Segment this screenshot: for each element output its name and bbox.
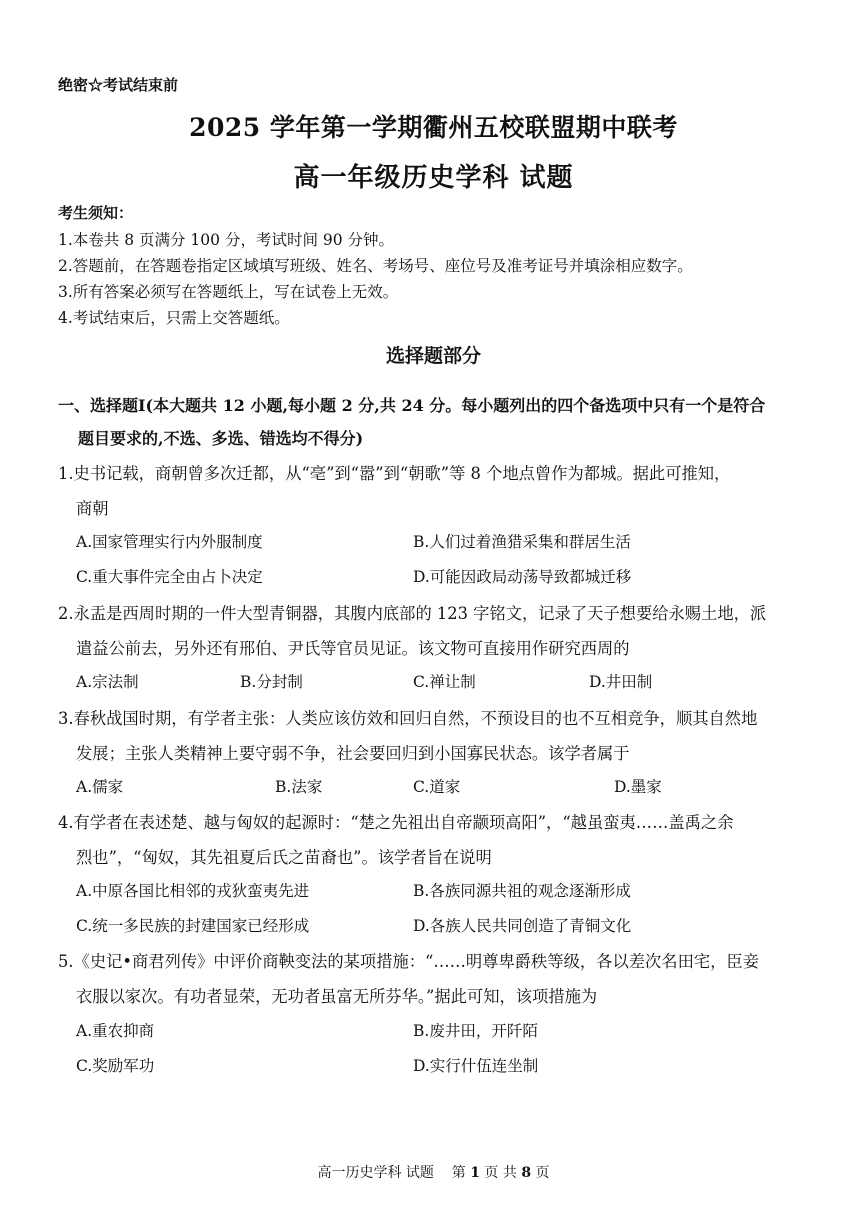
section-instructions-continued: 题目要求的,不选、多选、错选均不得分) — [78, 429, 364, 448]
question-3-option-a: A.儒家 — [76, 778, 124, 796]
question-2-option-d: D.井田制 — [589, 673, 653, 691]
question-3-text-continued: 发展；主张人类精神上要守弱不争，社会要回归到小国寡民状态。该学者属于 — [76, 744, 630, 763]
notice-heading: 考生须知： — [58, 204, 134, 222]
question-5-option-a: A.重农抑商 — [76, 1022, 155, 1040]
question-2-option-b: B.分封制 — [240, 673, 303, 691]
question-5-text: 5.《史记•商君列传》中评价商鞅变法的某项措施：“……明尊卑爵秩等级，各以差次名田宅，臣妾 — [58, 952, 759, 971]
question-3-option-b: B.法家 — [275, 778, 323, 796]
footer-page-total: 8 — [521, 1165, 532, 1181]
notice-item: 3.所有答案必须写在答题纸上，写在试卷上无效。 — [58, 283, 399, 301]
question-3-option-d: D.墨家 — [614, 778, 662, 796]
question-4-option-c: C.统一多民族的封建国家已经形成 — [76, 917, 310, 935]
question-5-text-continued: 衣服以家次。有功者显荣，无功者虽富无所芬华。”据此可知，该项措施为 — [76, 987, 598, 1006]
footer-page-suffix: 页 — [535, 1165, 550, 1181]
confidential-label: 绝密☆考试结束前 — [58, 76, 179, 94]
question-2-text-continued: 遣益公前去，另外还有邢伯、尹氏等官员见证。该文物可直接用作研究西周的 — [76, 639, 630, 658]
question-5-option-b: B.废井田，开阡陌 — [413, 1022, 538, 1040]
question-4-option-d: D.各族人民共同创造了青铜文化 — [413, 917, 632, 935]
footer-page-number: 1 — [470, 1165, 480, 1181]
part-title: 选择题部分 — [385, 345, 481, 367]
question-4-text: 4.有学者在表述楚、越与匈奴的起源时：“楚之先祖出自帝颛顼高阳”，“越虽蛮夷……盖禹之余 — [58, 813, 734, 832]
notice-item: 1.本卷共 8 页满分 100 分，考试时间 90 分钟。 — [58, 231, 395, 249]
question-1-option-c: C.重大事件完全由占卜决定 — [76, 568, 263, 586]
page-footer — [0, 1162, 867, 1182]
question-1-text-continued: 商朝 — [76, 499, 109, 518]
subject-title: 高一年级历史学科 试题 — [293, 163, 574, 193]
question-4-text-continued: 烈也”，“匈奴，其先祖夏后氏之苗裔也”。该学者旨在说明 — [76, 848, 492, 867]
question-3-text: 3.春秋战国时期，有学者主张：人类应该仿效和回归自然，不预设目的也不互相竞争，顺其自然地 — [58, 709, 758, 728]
question-2-text: 2.永盂是西周时期的一件大型青铜器，其腹内底部的 123 字铭文，记录了天子想要给永赐土地，派 — [58, 604, 767, 623]
exam-title: 2025 学年第一学期衢州五校联盟期中联考 — [189, 113, 678, 142]
question-1-option-b: B.人们过着渔猎采集和群居生活 — [413, 533, 631, 551]
footer-page-mid: 页 共 — [484, 1165, 517, 1181]
footer-page-prefix: 第 — [451, 1165, 466, 1181]
footer-subject: 高一历史学科 试题 — [317, 1165, 434, 1181]
section-instructions: 一、选择题Ⅰ(本大题共 12 小题,每小题 2 分,共 24 分。每小题列出的四个备选项中只有一个是符合 — [58, 396, 766, 415]
question-1-option-d: D.可能因政局动荡导致都城迁移 — [413, 568, 632, 586]
question-5-option-c: C.奖励军功 — [76, 1057, 155, 1075]
question-3-option-c: C.道家 — [413, 778, 461, 796]
question-4-option-b: B.各族同源共祖的观念逐渐形成 — [413, 882, 631, 900]
question-1-option-a: A.国家管理实行内外服制度 — [76, 533, 263, 551]
question-1-text: 1.史书记载，商朝曾多次迁都，从“亳”到“嚣”到“朝歌”等 8 个地点曾作为都城。据此可推知， — [58, 464, 731, 483]
question-2-option-c: C.禅让制 — [413, 673, 476, 691]
question-4-option-a: A.中原各国比相邻的戎狄蛮夷先进 — [76, 882, 310, 900]
question-2-option-a: A.宗法制 — [76, 673, 139, 691]
notice-item: 4.考试结束后，只需上交答题纸。 — [58, 309, 290, 327]
notice-item: 2.答题前，在答题卷指定区域填写班级、姓名、考场号、座位号及准考证号并填涂相应数字。 — [58, 257, 693, 275]
question-5-option-d: D.实行什伍连坐制 — [413, 1057, 539, 1075]
